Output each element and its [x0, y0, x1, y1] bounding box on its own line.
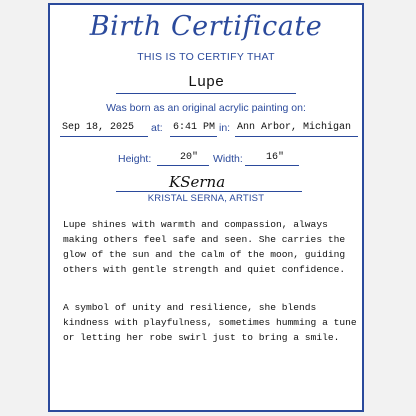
height-label: Height: — [118, 153, 152, 165]
in-label: in: — [219, 122, 231, 134]
artist-signature: KSerna — [169, 173, 226, 191]
width-label: Width: — [213, 153, 243, 165]
at-label: at: — [151, 122, 163, 134]
certify-text: THIS IS TO CERTIFY THAT — [137, 51, 275, 63]
born-text: Was born as an original acrylic painting on: — [106, 102, 306, 114]
width-underline — [245, 165, 299, 166]
artist-name: KRISTAL SERNA, ARTIST — [147, 193, 265, 204]
description-paragraph-1: Lupe shines with warmth and compassion, always making others feel safe and seen. She carries the glow of the sun and the calm of the moon, guiding others with gentle strength and quiet confidence. — [63, 219, 346, 275]
height-value: 20" — [180, 152, 199, 163]
date-underline — [60, 136, 148, 137]
height-underline — [157, 165, 209, 166]
name-underline — [116, 93, 296, 94]
birth-date: Sep 18, 2025 — [62, 122, 135, 133]
birth-time: 6:41 PM — [173, 122, 216, 133]
description-paragraph-2: A symbol of unity and resilience, she blends kindness with playfulness, sometimes humming a tune or letting her robe swirl just to bring a smile. — [63, 302, 357, 343]
certificate-card — [48, 3, 364, 412]
time-underline — [170, 136, 217, 137]
signature-line — [116, 191, 302, 192]
location-underline — [235, 136, 358, 137]
birth-location: Ann Arbor, Michigan — [237, 122, 352, 133]
painting-name: Lupe — [187, 74, 224, 91]
certificate-title: Birth Certificate — [89, 11, 323, 42]
width-value: 16" — [266, 152, 285, 163]
